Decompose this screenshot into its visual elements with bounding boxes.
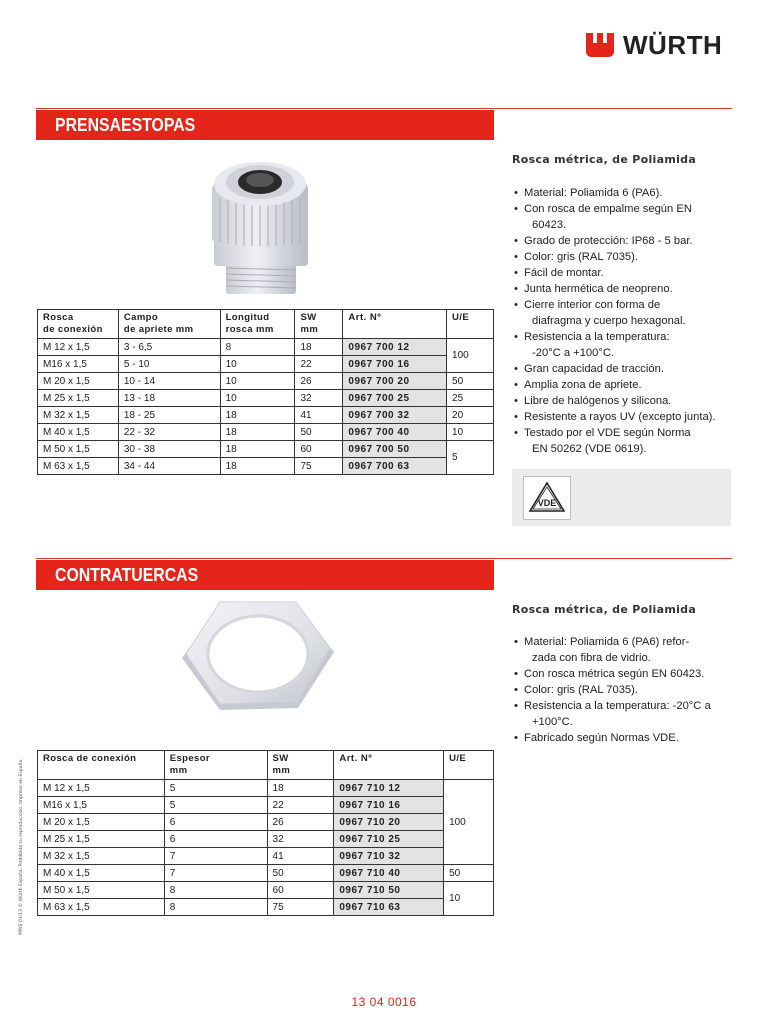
table-cell: M16 x 1,5 — [38, 797, 165, 814]
table-row — [38, 458, 494, 475]
table-cell: 8 — [220, 339, 295, 356]
section-title-banner — [36, 110, 494, 140]
table-cell: 26 — [267, 814, 334, 831]
table-cell: M 32 x 1,5 — [38, 407, 119, 424]
table-cell: 22 — [295, 356, 343, 373]
table-cell: 32 — [295, 390, 343, 407]
table-cell: M 40 x 1,5 — [38, 865, 165, 882]
feature-item: • Material: Poliamida 6 (PA6) refor- — [512, 634, 737, 650]
table-cell: M 25 x 1,5 — [38, 390, 119, 407]
table-cell: M 12 x 1,5 — [38, 780, 165, 797]
table-cell: 7 — [164, 865, 267, 882]
table-cell: 3 - 6,5 — [118, 339, 220, 356]
table-row — [38, 373, 494, 390]
feature-item-continuation: diafragma y cuerpo hexagonal. — [532, 315, 686, 327]
article-number: 0967 710 40 — [334, 865, 444, 882]
article-number: 0967 700 12 — [343, 339, 447, 356]
column-header: SW mm — [267, 751, 334, 780]
article-number: 0967 710 50 — [334, 882, 444, 899]
section-title-banner — [36, 560, 494, 590]
table-cell: 10 — [220, 390, 295, 407]
column-header: Rosca de conexión — [38, 751, 165, 780]
table-cell: 22 — [267, 797, 334, 814]
units-per-pack: 50 — [444, 865, 494, 882]
table-cell: 10 - 14 — [118, 373, 220, 390]
feature-item: • Gran capacidad de tracción. — [512, 361, 737, 377]
table-cell: 18 — [220, 407, 295, 424]
feature-item: • Amplia zona de apriete. — [512, 377, 737, 393]
feature-item: • Libre de halógenos y silicona. — [512, 393, 737, 409]
article-number: 0967 700 32 — [343, 407, 447, 424]
table-cell: 50 — [295, 424, 343, 441]
feature-item: • Con rosca métrica según EN 60423. — [512, 666, 737, 682]
table-row — [38, 339, 494, 356]
table-cell: M 25 x 1,5 — [38, 831, 165, 848]
article-number: 0967 700 40 — [343, 424, 447, 441]
table-row — [38, 882, 494, 899]
feature-item: • Junta hermética de neopreno. — [512, 281, 737, 297]
units-per-pack: 100 — [444, 780, 494, 865]
feature-item: • Fácil de montar. — [512, 265, 737, 281]
brand-name: WÜRTH — [623, 29, 723, 60]
table-cell: 6 — [164, 831, 267, 848]
article-number: 0967 710 32 — [334, 848, 444, 865]
feature-item: • Color: gris (RAL 7035). — [512, 682, 737, 698]
table-cell: 60 — [295, 441, 343, 458]
feature-item: • Grado de protección: IP68 - 5 bar. — [512, 233, 737, 249]
section-divider — [36, 558, 732, 559]
section-title: PRENSAESTOPAS — [55, 115, 196, 135]
table-cell: 50 — [267, 865, 334, 882]
table-cell: 18 — [220, 441, 295, 458]
table-cell: 32 — [267, 831, 334, 848]
vde-label: VDE — [537, 498, 557, 508]
table-cell: 22 - 32 — [118, 424, 220, 441]
table-row — [38, 780, 494, 797]
column-header: Art. Nº — [334, 751, 444, 780]
units-per-pack: 10 — [444, 882, 494, 916]
feature-item-continuation: zada con fibra de vidrio. — [532, 652, 651, 664]
article-number: 0967 700 16 — [343, 356, 447, 373]
feature-item: • Resistencia a la temperatura: -20°C a — [512, 698, 737, 714]
specs-table-prensaestopas — [37, 309, 494, 475]
article-number: 0967 710 63 — [334, 899, 444, 916]
article-number: 0967 700 20 — [343, 373, 447, 390]
table-cell: M 12 x 1,5 — [38, 339, 119, 356]
table-cell: 41 — [267, 848, 334, 865]
column-header: U/E — [447, 310, 494, 339]
certification-box — [512, 469, 731, 526]
units-per-pack: 50 — [447, 373, 494, 390]
section-subtitle: Rosca métrica, de Poliamida — [512, 153, 697, 166]
legal-text: MWE 01/13 © Würth España. Prohibida su reproducción. Impreso en España. — [19, 758, 24, 935]
feature-item: • Resistencia a la temperatura: — [512, 329, 737, 345]
page-number: 13 04 0016 — [351, 995, 417, 1009]
article-number: 0967 700 50 — [343, 441, 447, 458]
table-row — [38, 390, 494, 407]
table-cell: 75 — [295, 458, 343, 475]
table-row — [38, 797, 494, 814]
section-title: CONTRATUERCAS — [55, 565, 199, 585]
column-header: Campo de apriete mm — [118, 310, 220, 339]
table-cell: M 63 x 1,5 — [38, 899, 165, 916]
column-header: Rosca de conexión — [38, 310, 119, 339]
table-cell: 13 - 18 — [118, 390, 220, 407]
column-header: SW mm — [295, 310, 343, 339]
table-cell: 18 — [220, 424, 295, 441]
vde-logo — [523, 476, 571, 520]
table-cell: M 50 x 1,5 — [38, 441, 119, 458]
article-number: 0967 710 12 — [334, 780, 444, 797]
table-cell: 10 — [220, 373, 295, 390]
feature-item: • Testado por el VDE según Norma — [512, 425, 737, 441]
table-cell: M 40 x 1,5 — [38, 424, 119, 441]
feature-list — [512, 634, 737, 746]
feature-item-continuation: -20°C a +100°C. — [532, 347, 615, 359]
table-row — [38, 848, 494, 865]
column-header: Longitud rosca mm — [220, 310, 295, 339]
section-divider — [36, 108, 732, 109]
feature-item: • Material: Poliamida 6 (PA6). — [512, 185, 737, 201]
table-cell: 5 — [164, 780, 267, 797]
table-cell: M16 x 1,5 — [38, 356, 119, 373]
column-header: Art. Nº — [343, 310, 447, 339]
wurth-logo — [584, 27, 734, 63]
feature-item-continuation: +100°C. — [532, 716, 573, 728]
table-cell: 7 — [164, 848, 267, 865]
table-cell: 30 - 38 — [118, 441, 220, 458]
table-cell: M 20 x 1,5 — [38, 814, 165, 831]
table-cell: 8 — [164, 899, 267, 916]
article-number: 0967 700 63 — [343, 458, 447, 475]
table-cell: 18 — [220, 458, 295, 475]
table-header-row — [38, 310, 494, 339]
table-row — [38, 407, 494, 424]
table-cell: M 50 x 1,5 — [38, 882, 165, 899]
table-row — [38, 814, 494, 831]
article-number: 0967 710 20 — [334, 814, 444, 831]
table-row — [38, 356, 494, 373]
table-cell: M 32 x 1,5 — [38, 848, 165, 865]
locknut-image — [178, 600, 338, 725]
table-cell: 34 - 44 — [118, 458, 220, 475]
table-cell: 5 — [164, 797, 267, 814]
table-row — [38, 899, 494, 916]
units-per-pack: 100 — [447, 339, 494, 373]
article-number: 0967 700 25 — [343, 390, 447, 407]
units-per-pack: 25 — [447, 390, 494, 407]
table-cell: 60 — [267, 882, 334, 899]
legal-side-note — [19, 760, 29, 935]
article-number: 0967 710 25 — [334, 831, 444, 848]
feature-item: • Con rosca de empalme según EN — [512, 201, 737, 217]
table-cell: 26 — [295, 373, 343, 390]
feature-item: • Resistente a rayos UV (excepto junta). — [512, 409, 737, 425]
table-cell: 5 - 10 — [118, 356, 220, 373]
feature-item: • Color: gris (RAL 7035). — [512, 249, 737, 265]
section-subtitle: Rosca métrica, de Poliamida — [512, 603, 697, 616]
table-row — [38, 865, 494, 882]
column-header: Espesor mm — [164, 751, 267, 780]
table-header-row — [38, 751, 494, 780]
feature-list — [512, 185, 737, 457]
table-cell: 10 — [220, 356, 295, 373]
table-row — [38, 831, 494, 848]
table-cell: 8 — [164, 882, 267, 899]
table-cell: 75 — [267, 899, 334, 916]
table-cell: M 63 x 1,5 — [38, 458, 119, 475]
units-per-pack: 5 — [447, 441, 494, 475]
table-row — [38, 424, 494, 441]
units-per-pack: 20 — [447, 407, 494, 424]
vde-triangle-icon — [524, 477, 570, 519]
cable-gland-image — [200, 150, 320, 300]
table-row — [38, 441, 494, 458]
column-header: U/E — [444, 751, 494, 780]
table-cell: 18 — [267, 780, 334, 797]
feature-item-continuation: EN 50262 (VDE 0619). — [532, 443, 647, 455]
table-cell: 6 — [164, 814, 267, 831]
table-cell: M 20 x 1,5 — [38, 373, 119, 390]
wurth-logo-icon — [584, 29, 616, 61]
feature-item: • Fabricado según Normas VDE. — [512, 730, 737, 746]
feature-item: • Cierre interior con forma de — [512, 297, 737, 313]
units-per-pack: 10 — [447, 424, 494, 441]
specs-table-contratuercas — [37, 750, 494, 916]
article-number: 0967 710 16 — [334, 797, 444, 814]
table-cell: 41 — [295, 407, 343, 424]
table-cell: 18 — [295, 339, 343, 356]
feature-item-continuation: 60423. — [532, 219, 567, 231]
table-cell: 18 - 25 — [118, 407, 220, 424]
